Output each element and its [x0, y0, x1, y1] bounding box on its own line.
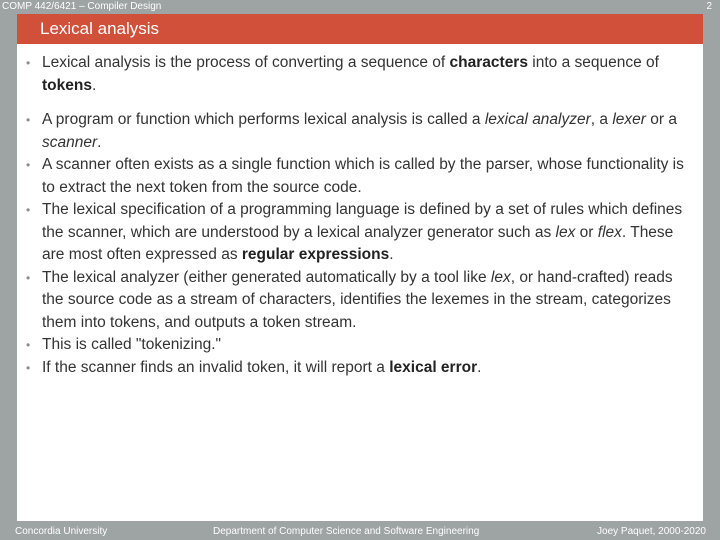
- footer-author: Joey Paquet, 2000-2020: [597, 526, 706, 537]
- bullet-6: • This is called "tokenizing.": [26, 334, 696, 357]
- bullet-3: • A scanner often exists as a single function which is called by the parser, whose functionality is to extract the next token from the source code.: [26, 156, 684, 196]
- bullet-dot-icon: •: [26, 270, 31, 285]
- bullet-dot-icon: •: [26, 338, 31, 352]
- page-number: 2: [706, 1, 712, 12]
- bullet-dot-icon: •: [26, 360, 31, 375]
- bullet-dot-icon: •: [26, 203, 31, 217]
- course-header: COMP 442/6421 – Compiler Design: [2, 1, 162, 12]
- bullet-dot-icon: •: [26, 56, 31, 70]
- bullet-dot-icon: •: [26, 113, 31, 127]
- footer-university: Concordia University: [15, 526, 108, 537]
- left-frame: [0, 0, 17, 540]
- title-bar: [17, 14, 703, 44]
- bullet-4: • The lexical specification of a programming language is defined by a set of rules which defines the scanner, which are understood by a lexical analyzer generator such as lex or flex. These are most often expressed as regular expressions.: [26, 201, 683, 263]
- bullet-1: • Lexical analysis is the process of converting a sequence of characters into a sequence of tokens.: [26, 54, 659, 94]
- footer-department: Department of Computer Science and Software Engineering: [213, 526, 480, 537]
- bullet-7: • If the scanner finds an invalid token, it will report a lexical error.: [26, 357, 696, 380]
- bullet-2: • A program or function which performs lexical analysis is called a lexical analyzer, a lexer or a scanner.: [26, 111, 677, 151]
- bullet-5: • The lexical analyzer (either generated automatically by a tool like lex, or hand-crafted) reads the source code as a stream of characters, identifies the lexemes in the stream, categorizes them into tokens, and outputs a token stream.: [26, 268, 673, 331]
- right-frame: [703, 0, 720, 540]
- slide-title: Lexical analysis: [40, 19, 160, 38]
- slide-content: [26, 52, 696, 379]
- bullet-dot-icon: •: [26, 158, 31, 172]
